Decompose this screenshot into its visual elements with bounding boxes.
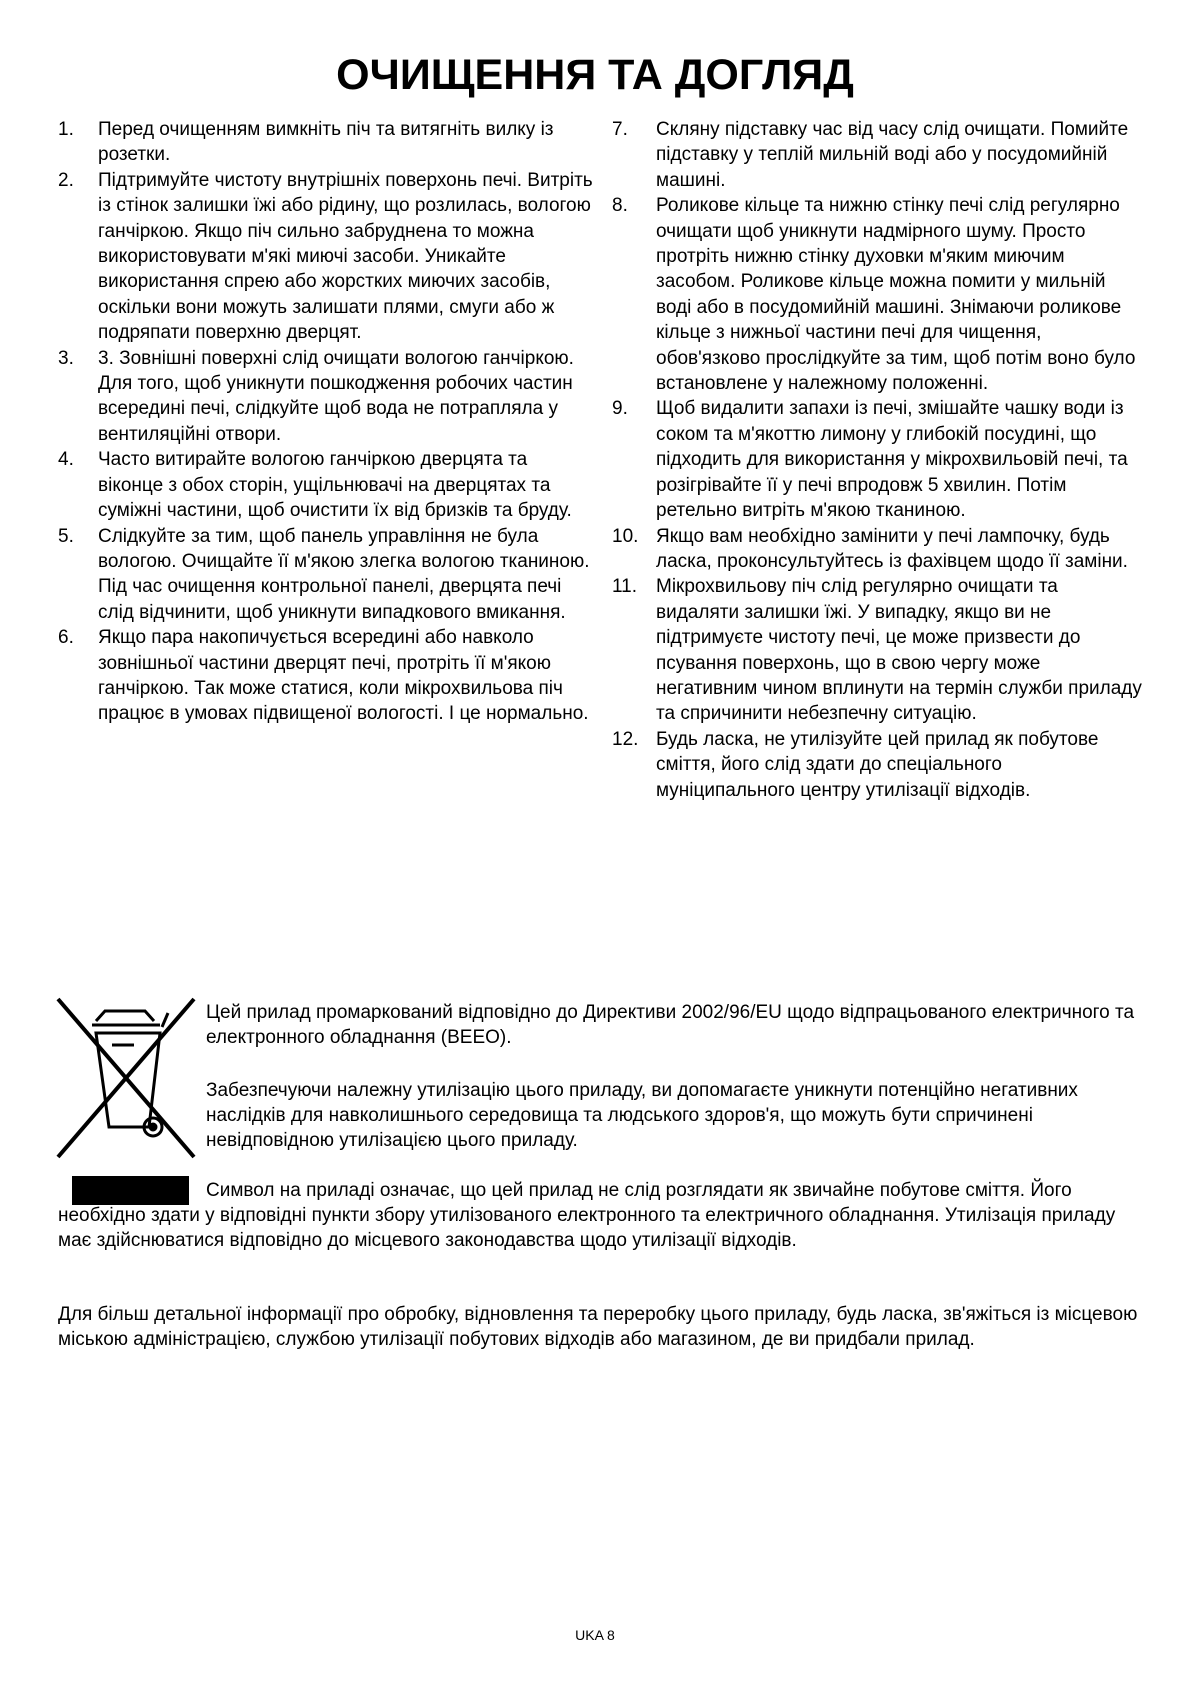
item-text: Скляну підставку час від часу слід очищати. Помийте підставку у теплій мильній воді або у посудомийній машині. [656, 119, 1129, 191]
list-item [58, 117, 593, 168]
list-item [612, 396, 1142, 523]
item-text: Роликове кільце та нижню стінку печі слід регулярно очищати щоб уникнути надмірного шуму. Просто протріть нижню стінку духовки м'яким миючим засобом. Роликове кільце можна помити у мильній воді або в посудомийній машині. Знімаючи роликове кільце з нижньої частини печі для чищення, обов'язково прослідкуйте за тим, щоб потім воно було встановлене у належному положенні. [656, 195, 1136, 395]
item-text: Якщо вам необхідно замінити у печі лампочку, будь ласка, проконсультуйтесь із фахівцем щодо її заміни. [656, 525, 1128, 572]
crossed-out-wheelie-bin-icon [56, 997, 198, 1159]
item-number: 6. [58, 627, 74, 649]
list-item [612, 193, 1142, 396]
item-number: 4. [58, 449, 74, 471]
instructions-left-column [58, 117, 593, 727]
item-number: 5. [58, 525, 74, 547]
weee-symbol-text: Символ на приладі означає, що цей прилад не слід розглядати як звичайне побутове сміття. Його необхідно здати у відповідні пункти збору утилізованого електронного та електричного обладнання. Утилізація приладу має здійснюватися відповідно до місцевого законодавства щодо утилізації відходів. [58, 1180, 1116, 1251]
item-number: 3. [58, 347, 74, 369]
weee-disposal-text: Забезпечуючи належну утилізацію цього приладу, ви допомагаєте уникнути потенційно негативних наслідків для навколишнього середовища та людського здоров'я, що можуть бути спричинені невідповідною утилізацією цього приладу. [206, 1080, 1078, 1151]
list-item [612, 524, 1142, 575]
list-item [58, 447, 593, 523]
page-title: ОЧИЩЕННЯ ТА ДОГЛЯД [336, 51, 854, 99]
item-text: Щоб видалити запахи із печі, змішайте чашку води із соком та м'якоттю лимону у глибокій посудині, що підходить для використання у мікрохвильовій печі, та розігрівайте її у печі впродовж 5 хвилин. Потім ретельно витріть м'якою тканиною. [656, 398, 1128, 522]
weee-more-info-text: Для більш детальної інформації про обробку, відновлення та переробку цього приладу, будь ласка, зв'яжіться із місцевою міською адміністрацією, службою утилізації побутових відходів або магазином, де ви придбали прилад. [58, 1304, 1138, 1350]
item-text: Якщо пара накопичується всередині або навколо зовнішньої частини дверцят печі, протріть її м'якою ганчіркою. Так може статися, коли мікрохвильова піч працює в умовах підвищеної вологості. І це нормально. [98, 627, 589, 725]
item-number: 2. [58, 169, 74, 191]
item-text: Будь ласка, не утилізуйте цей прилад як побутове сміття, його слід здати до спеціального муніципального центру утилізації відходів. [656, 728, 1099, 801]
item-text: Часто витирайте вологою ганчіркою дверцята та віконце з обох сторін, ущільнювачі на дверцятах та суміжні частини, щоб очистити їх від бризків та бруду. [98, 449, 572, 522]
page-number: UKA 8 [575, 1627, 615, 1643]
item-number: 1. [58, 119, 74, 140]
list-item [612, 117, 1142, 193]
item-number: 12. [612, 728, 639, 750]
list-item [58, 168, 593, 346]
list-item [58, 346, 593, 448]
item-text: Мікрохвильову піч слід регулярно очищати та видаляти залишки їжі. У випадку, якщо ви не підтримуєте чистоту печі, це може призвести до псування поверхонь, що в свою чергу може негативним чином вплинути на термін служби приладу та спричинити небезпечну ситуацію. [656, 576, 1142, 725]
instructions-right-column [612, 117, 1142, 803]
item-number: 10. [612, 525, 639, 547]
list-item [612, 727, 1142, 803]
item-text: Підтримуйте чистоту внутрішніх поверхонь печі. Витріть із стінок залишки їжі або рідину, що розлилась, вологою ганчіркою. Якщо піч сильно забруднена то можна використовувати м'які миючі засоби. Уникайте використання спрею або жорстких миючих засобів, оскільки вони можуть залишати плями, смуги або ж подряпати поверхню дверцят. [98, 169, 593, 344]
item-text: Слідкуйте за тим, щоб панель управління не була вологою. Очищайте її м'якою злегка вологою тканиною. Під час очищення контрольної панелі, дверцята печі слід відчинити, щоб уникнути випадкового вмикання. [98, 525, 590, 623]
item-number: 8. [612, 195, 628, 217]
item-text: 3. Зовнішні поверхні слід очищати вологою ганчіркою. Для того, щоб уникнути пошкодження робочих частин всередині печі, слідкуйте щоб вода не потрапляла у вентиляційні отвори. [98, 347, 574, 445]
item-number: 11. [612, 576, 638, 598]
list-item [58, 524, 593, 626]
item-text: Перед очищенням вимкніть піч та витягніть вилку із розетки. [98, 119, 554, 166]
weee-directive-text: Цей прилад промаркований відповідно до Директиви 2002/96/EU щодо відпрацьованого електричного та електронного обладнання (ВЕЕО). [206, 1002, 1135, 1048]
list-item [58, 625, 593, 727]
list-item [612, 574, 1142, 726]
item-number: 7. [612, 119, 628, 140]
item-number: 9. [612, 398, 628, 420]
